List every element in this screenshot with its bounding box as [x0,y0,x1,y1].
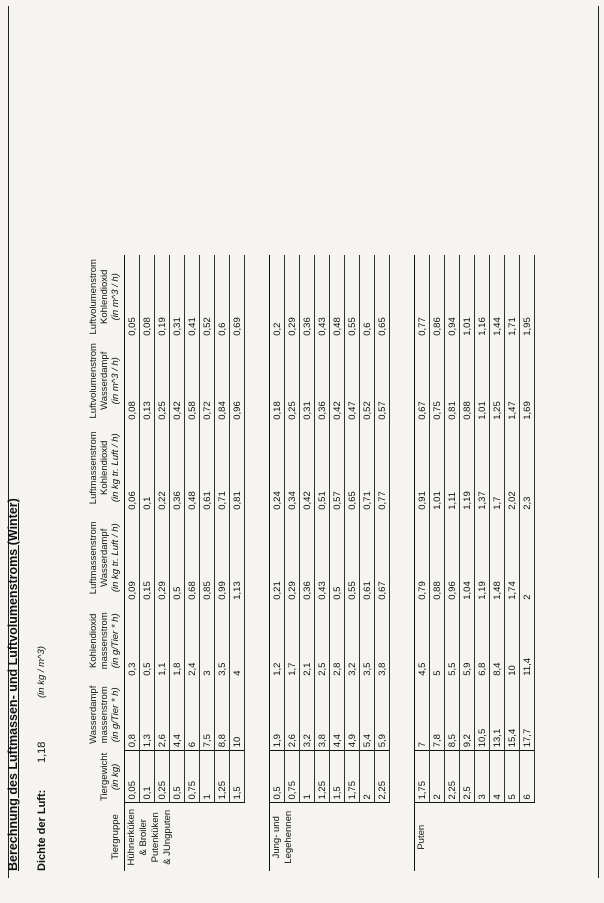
column-header-label: Wasserdampf massenstrom [88,685,110,744]
animal-group-cell [415,803,535,871]
table-cell: 1,74 [505,513,520,603]
table-cell: 1,37 [475,423,490,513]
table-cell: 7 [415,679,430,751]
column-header-unit: (in g/Tier * h) [110,687,121,743]
table-cell: 1,1 [155,603,170,679]
table-row [270,255,285,871]
table-cell: 0,24 [270,423,285,513]
table-cell: 8,4 [490,603,505,679]
table-cell: 0,75 [285,751,300,803]
table-cell: 2,1 [300,603,315,679]
table-cell: 0,36 [315,339,330,423]
table-cell: 1,19 [475,513,490,603]
table-cell: 0,31 [170,255,185,339]
table-cell: 1,47 [505,339,520,423]
table-cell: 0,75 [430,339,445,423]
table-row [415,255,430,871]
table-body [125,255,535,871]
table-cell: 0,71 [215,423,230,513]
table-cell: 0,77 [375,423,390,513]
table-cell: 6 [185,679,200,751]
table-cell: 4,4 [330,679,345,751]
table-cell: 0,86 [430,255,445,339]
animal-group-name-line: Hühnerküken [126,809,137,866]
table-cell: 3,2 [345,603,360,679]
table-cell: 0,99 [215,513,230,603]
table-cell: 0,3 [125,603,140,679]
table-cell: 0,58 [185,339,200,423]
column-header [88,255,125,339]
table-cell: 9,2 [460,679,475,751]
table-cell: 1,11 [445,423,460,513]
table-cell: 8,8 [215,679,230,751]
table-cell: 0,67 [375,513,390,603]
table-cell: 0,42 [300,423,315,513]
table-cell: 0,6 [215,255,230,339]
table-cell: 0,43 [315,255,330,339]
table-cell: 4,9 [345,679,360,751]
column-header-label: Luftvolumenstrom Kohlendioxid [88,259,110,335]
table-row [155,255,170,871]
table-cell: 0,57 [375,339,390,423]
table-cell: 1,9 [270,679,285,751]
column-header [88,603,125,679]
table-cell: 2 [520,513,535,603]
table-cell: 4 [230,603,245,679]
table-cell: 3 [200,603,215,679]
table-row [300,255,315,871]
animal-group-name-line: Putenküken [150,812,161,863]
table-cell: 0,29 [285,255,300,339]
table-cell: 0,94 [445,255,460,339]
table-cell: 0,55 [345,513,360,603]
table-cell: 0,96 [230,339,245,423]
table-cell: 3 [475,751,490,803]
table-cell: 0,1 [140,423,155,513]
table-cell: 0,81 [230,423,245,513]
table-cell: 0,25 [155,339,170,423]
air-density-value: 1,18 [36,741,48,763]
table-cell: 0,84 [215,339,230,423]
table-cell: 4 [490,751,505,803]
table-cell: 0,68 [185,513,200,603]
table-cell: 17,7 [520,679,535,751]
table-cell: 10 [505,603,520,679]
table-cell: 0,65 [345,423,360,513]
table-cell: 10,5 [475,679,490,751]
column-header-label: Luftvolumenstrom Wasserdampf [88,343,110,419]
table-cell: 0,72 [200,339,215,423]
table-cell: 3,5 [215,603,230,679]
table-cell: 1,44 [490,255,505,339]
table-cell: 8,5 [445,679,460,751]
table-cell: 0,48 [330,255,345,339]
animal-group-cell [270,803,390,871]
column-header-label: Kohlendioxid massenstrom [88,612,110,670]
table-cell: 4,5 [415,603,430,679]
table-cell: 0,43 [315,513,330,603]
table-cell: 10 [230,679,245,751]
table-cell: 0,15 [140,513,155,603]
table-cell: 0,69 [230,255,245,339]
animal-group-name-line: Legehennen [283,810,294,864]
table-cell: 1,95 [520,255,535,339]
table-cell: 2,3 [520,423,535,513]
table-row [185,255,200,871]
table-row [345,255,360,871]
table-cell: 0,06 [125,423,140,513]
table-cell: 0,55 [345,255,360,339]
table-cell: 5,9 [460,603,475,679]
column-header [88,679,125,751]
table-cell: 1 [300,751,315,803]
table-row [140,255,155,871]
table-cell: 0,25 [285,339,300,423]
table-cell: 0,77 [415,255,430,339]
table-cell: 0,48 [185,423,200,513]
table-cell: 0,5 [270,751,285,803]
table-cell: 0,96 [445,513,460,603]
table-cell: 6,8 [475,603,490,679]
table-cell: 0,51 [315,423,330,513]
column-header-unit: (in kg tr. Luft / h) [110,523,121,593]
group-separator [390,255,415,871]
table-cell: 1,48 [490,513,505,603]
table-cell: 3,5 [360,603,375,679]
table-row [125,255,140,871]
animal-group-cell [125,803,245,871]
table-cell: 2,02 [505,423,520,513]
column-header-unit: (in m^3 / h) [110,273,121,321]
table-cell: 0,41 [185,255,200,339]
table-cell: 0,19 [155,255,170,339]
table-cell: 1,13 [230,513,245,603]
table-cell: 0,08 [140,255,155,339]
table-cell: 0,79 [415,513,430,603]
table-cell: 3,2 [300,679,315,751]
table-cell: 0,36 [300,513,315,603]
column-header-label: Luftmassenstrom Kohlendioxid [88,431,110,505]
table-cell: 0,22 [155,423,170,513]
table-cell: 5 [505,751,520,803]
column-header-unit: (in m^3 / h) [110,357,121,405]
table-cell: 0,29 [155,513,170,603]
column-header-unit: (in g/Tier * h) [110,613,121,669]
table-cell: 1,01 [460,255,475,339]
table-cell: 0,88 [460,339,475,423]
table-cell: 0,25 [155,751,170,803]
table-cell: 1,3 [140,679,155,751]
table-cell: 0,61 [200,423,215,513]
table-cell: 0,5 [170,751,185,803]
table-cell: 1,01 [475,339,490,423]
table-cell: 0,52 [200,255,215,339]
table-cell: 1,75 [345,751,360,803]
table-cell: 0,71 [360,423,375,513]
table-cell: 6 [520,751,535,803]
animal-group-name-line: Puten [416,824,427,850]
table-cell: 0,67 [415,339,430,423]
table-cell: 2 [360,751,375,803]
document-title: Berechnung des Luftmassen- und Luftvolumenstroms (Winter) [6,498,20,871]
table-row [360,255,375,871]
table-cell: 0,47 [345,339,360,423]
group-separator-cell [390,255,415,871]
column-header [88,423,125,513]
table-row [315,255,330,871]
table-cell: 1,69 [520,339,535,423]
table-cell: 2,25 [445,751,460,803]
table-row [445,255,460,871]
animal-group-name-line: Jung- und [271,816,282,859]
table-cell: 5,9 [375,679,390,751]
table-cell: 0,36 [300,255,315,339]
table-cell: 1 [200,751,215,803]
table-cell: 1,5 [330,751,345,803]
column-header [88,803,125,871]
table-cell: 0,08 [125,339,140,423]
table-cell: 2,4 [185,603,200,679]
table-cell: 0,52 [360,339,375,423]
animal-group-name-line: & Broiler [138,819,149,856]
table-cell: 0,31 [300,339,315,423]
table-row [475,255,490,871]
table-cell: 2 [430,751,445,803]
table-cell: 1,75 [415,751,430,803]
table-cell: 1,25 [215,751,230,803]
table-cell: 0,21 [270,513,285,603]
column-header-label: Tiergruppe [110,814,121,860]
table-cell: 1,04 [460,513,475,603]
table-cell: 0,5 [140,603,155,679]
animal-group-name-line: & JUngputen [162,809,173,865]
group-separator-cell [245,255,270,871]
table-cell: 0,91 [415,423,430,513]
table-cell: 0,09 [125,513,140,603]
table-cell: 13,1 [490,679,505,751]
table-cell: 0,75 [185,751,200,803]
column-header-label: Tiergewicht [99,752,110,801]
table-cell: 5 [430,603,445,679]
table-cell: 1,25 [315,751,330,803]
table-cell: 0,61 [360,513,375,603]
table-cell: 1,71 [505,255,520,339]
table-row [215,255,230,871]
table-cell: 0,18 [270,339,285,423]
table-row [490,255,505,871]
table-cell: 1,7 [285,603,300,679]
table-cell: 1,19 [460,423,475,513]
table-cell: 0,88 [430,513,445,603]
table-cell: 15,4 [505,679,520,751]
table-cell: 3,8 [315,679,330,751]
table-cell: 0,13 [140,339,155,423]
table-cell: 1,5 [230,751,245,803]
group-separator [245,255,270,871]
table-cell: 4,4 [170,679,185,751]
table-cell: 2,5 [315,603,330,679]
table-row [230,255,245,871]
table-cell: 0,29 [285,513,300,603]
table-row [170,255,185,871]
table-cell: 7,8 [430,679,445,751]
table-row [520,255,535,871]
table-row [330,255,345,871]
table-cell: 0,6 [360,255,375,339]
column-header-label: Luftmassenstrom Wasserdampf [88,521,110,595]
table-cell: 11,4 [520,603,535,679]
table-cell: 0,2 [270,255,285,339]
table-cell: 0,85 [200,513,215,603]
table-row [460,255,475,871]
table-cell: 0,42 [170,339,185,423]
table-cell: 2,8 [330,603,345,679]
table-row [285,255,300,871]
table-cell: 5,5 [445,603,460,679]
column-header [88,751,125,803]
table-cell: 1,01 [430,423,445,513]
table-cell: 3,8 [375,603,390,679]
table-cell: 0,81 [445,339,460,423]
table-cell: 0,5 [170,513,185,603]
table-cell: 7,5 [200,679,215,751]
table-cell: 0,42 [330,339,345,423]
table-cell: 0,57 [330,423,345,513]
table-cell: 0,34 [285,423,300,513]
table-cell: 0,36 [170,423,185,513]
table-row [430,255,445,871]
table-header-row [88,255,125,871]
table-cell: 0,8 [125,679,140,751]
table-row [505,255,520,871]
table-cell: 1,8 [170,603,185,679]
calculation-table-area [88,255,535,871]
air-density-label: Dichte der Luft: [36,789,48,871]
calculation-table [88,255,535,871]
column-header-unit: (in kg) [110,763,121,791]
air-density-unit: (in kg / m^3) [36,646,47,698]
table-cell: 1,16 [475,255,490,339]
table-cell: 1,7 [490,423,505,513]
table-cell: 2,25 [375,751,390,803]
table-cell: 0,05 [125,255,140,339]
table-cell: 1,2 [270,603,285,679]
column-header-unit: (in kg tr. Luft / h) [110,433,121,503]
table-cell: 0,5 [330,513,345,603]
column-header [88,513,125,603]
table-row [375,255,390,871]
table-cell: 0,1 [140,751,155,803]
table-cell: 0,65 [375,255,390,339]
table-row [200,255,215,871]
table-cell: 1,25 [490,339,505,423]
table-cell: 0,05 [125,751,140,803]
table-cell: 2,5 [460,751,475,803]
table-cell: 2,6 [155,679,170,751]
column-header [88,339,125,423]
table-cell: 5,4 [360,679,375,751]
table-cell: 2,6 [285,679,300,751]
